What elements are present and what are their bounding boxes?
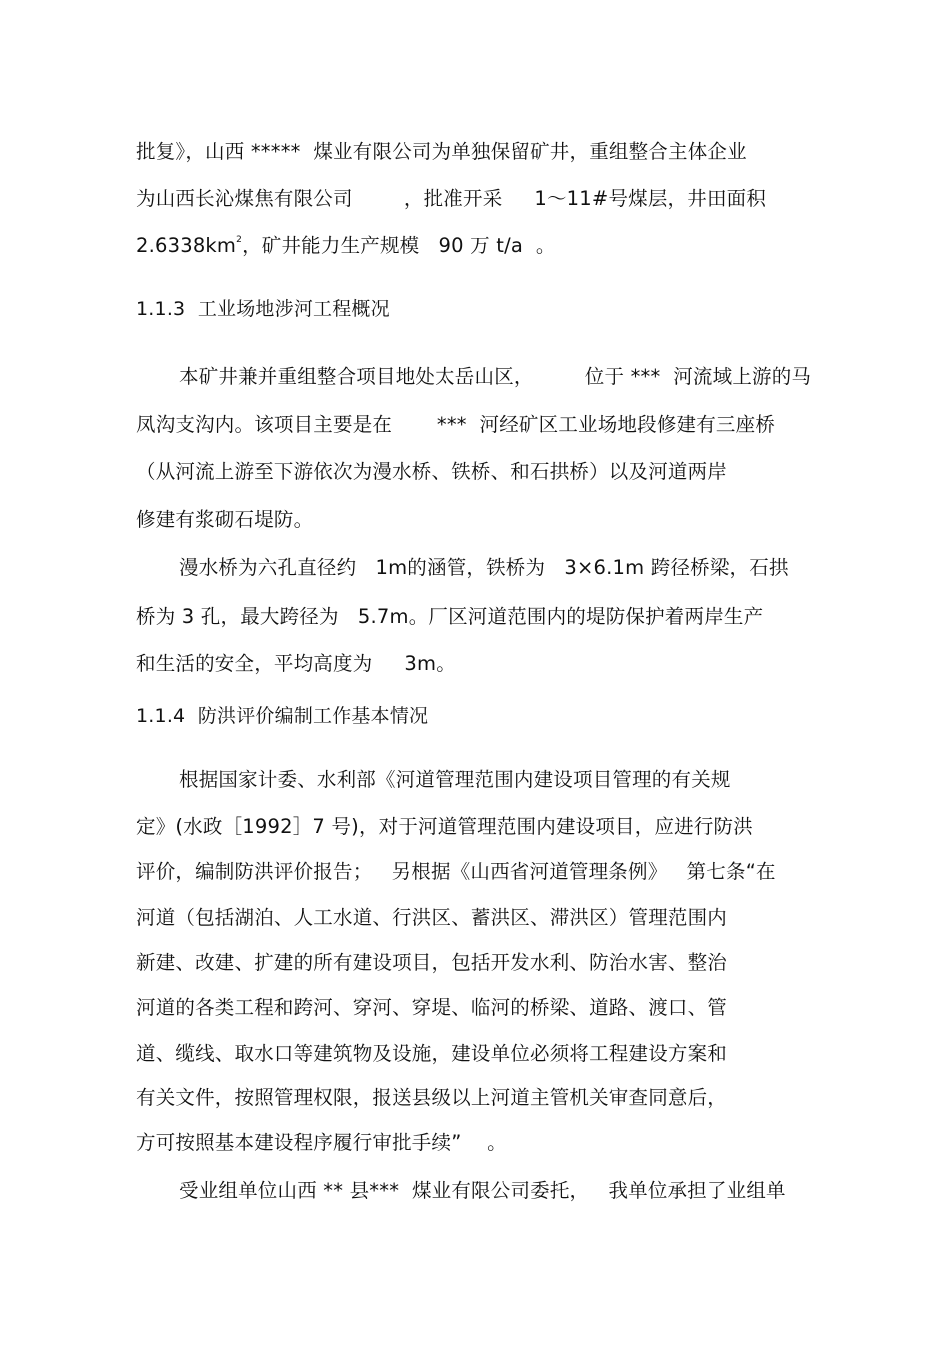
paragraph-1-line-1: 本矿井兼并重组整合项目地处太岳山区， 位于 *** 河流域上游的马 xyxy=(179,365,812,388)
paragraph-3-line-3: 评价，编制防洪评价报告； 另根据《山西省河道管理条例》 第七条“在 xyxy=(136,860,776,883)
section-heading-1-1-4: 1.1.4 防洪评价编制工作基本情况 xyxy=(136,705,429,727)
paragraph-3-line-8: 有关文件，按照管理权限，报送县级以上河道主管机关审查同意后， xyxy=(136,1086,728,1109)
paragraph-0-line-3 xyxy=(136,233,556,259)
paragraph-3-line-7: 道、缆线、取水口等建筑物及设施，建设单位必须将工程建设方案和 xyxy=(136,1042,728,1065)
paragraph-3-line-5: 新建、改建、扩建的所有建设项目，包括开发水利、防治水害、整治 xyxy=(136,951,728,974)
paragraph-1-line-2: 凤沟支沟内。该项目主要是在 *** 河经矿区工业场地段修建有三座桥 xyxy=(136,413,776,436)
paragraph-3-line-4: 河道（包括湖泊、人工水道、行洪区、蓄洪区、滞洪区）管理范围内 xyxy=(136,906,728,929)
paragraph-2-line-2: 桥为 3 孔，最大跨径为 5.7m。厂区河道范围内的堤防保护着两岸生产 xyxy=(136,605,764,628)
paragraph-4-line-1: 受业组单位山西 ** 县*** 煤业有限公司委托， 我单位承担了业组单 xyxy=(179,1179,786,1202)
paragraph-1-line-3: （从河流上游至下游依次为漫水桥、铁桥、和石拱桥）以及河道两岸 xyxy=(136,460,728,483)
paragraph-3-line-9: 方可按照基本建设程序履行审批手续” 。 xyxy=(136,1131,507,1154)
area-superscript: 2 xyxy=(236,235,243,245)
paragraph-3-line-2: 定》(水政［1992］7 号)，对于河道管理范围内建设项目，应进行防洪 xyxy=(136,815,753,838)
paragraph-1-line-4: 修建有浆砌石堤防。 xyxy=(136,508,314,531)
paragraph-0-line-2: 为山西长沁煤焦有限公司 ，批准开采 1～11#号煤层，井田面积 xyxy=(136,187,767,210)
section-heading-1-1-3: 1.1.3 工业场地涉河工程概况 xyxy=(136,298,390,320)
paragraph-0-line-1: 批复》，山西 ***** 煤业有限公司为单独保留矿井，重组整合主体企业 xyxy=(136,140,747,163)
paragraph-2-line-3: 和生活的安全，平均高度为 3m。 xyxy=(136,652,456,675)
capacity-text: ，矿井能力生产规模 90 万 t/a 。 xyxy=(242,234,556,257)
area-value: 2.6338km xyxy=(136,234,237,257)
paragraph-2-line-1: 漫水桥为六孔直径约 1m的涵管，铁桥为 3×6.1m 跨径桥梁，石拱 xyxy=(179,556,789,579)
paragraph-3-line-1: 根据国家计委、水利部《河道管理范围内建设项目管理的有关规 xyxy=(179,768,731,791)
paragraph-3-line-6: 河道的各类工程和跨河、穿河、穿堤、临河的桥梁、道路、渡口、管 xyxy=(136,996,728,1019)
